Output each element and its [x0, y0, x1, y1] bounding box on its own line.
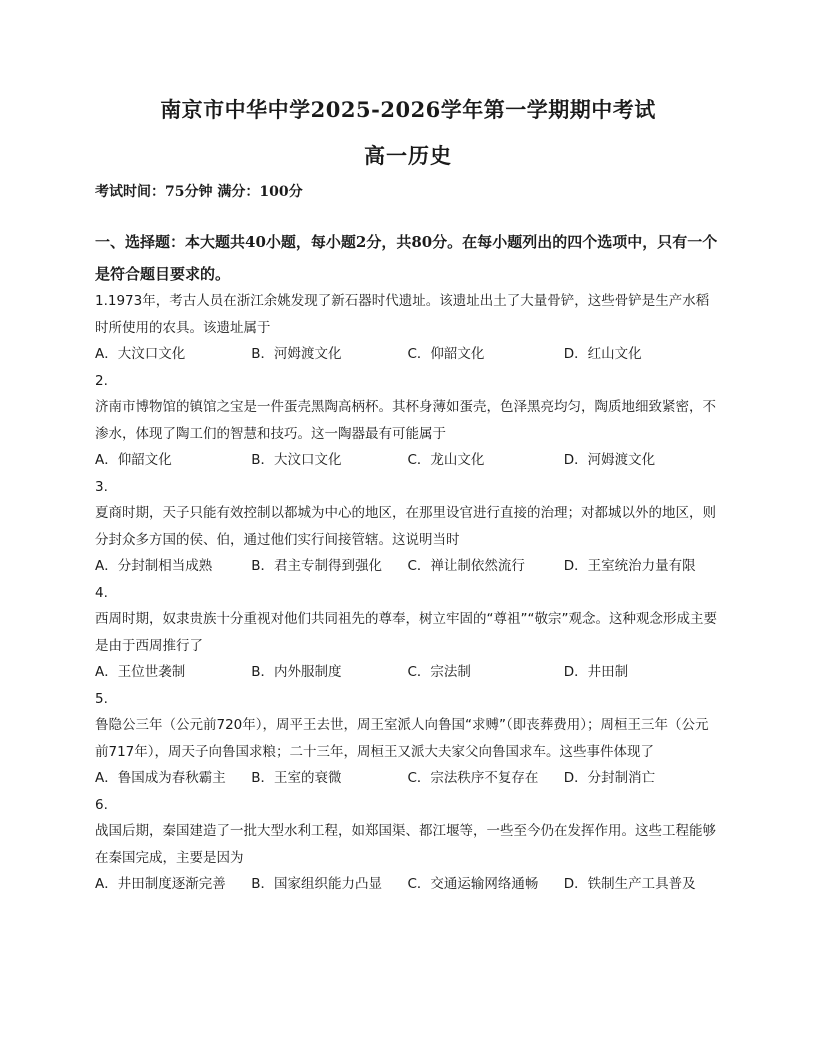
option-d: D．河姆渡文化	[563, 452, 656, 468]
option-a: A．仰韶文化	[95, 452, 172, 468]
option-a: A．大汶口文化	[95, 346, 186, 362]
option-b: B．大汶口文化	[251, 452, 342, 468]
question-5	[95, 686, 720, 792]
option-a: A．分封制相当成熟	[95, 558, 213, 574]
option-b: B．王室的衰微	[251, 770, 342, 786]
option-c: C．龙山文化	[407, 452, 485, 468]
option-c: C．仰韶文化	[407, 346, 485, 362]
question-1	[95, 288, 720, 368]
option-c: C．宗法制	[407, 664, 471, 680]
option-d: D．王室统治力量有限	[563, 558, 696, 574]
option-c: C．交通运输网络通畅	[407, 876, 539, 892]
question-text: 1.1973年，考古人员在浙江余姚发现了新石器时代遗址。该遗址出土了大量骨铲，这些骨铲是生产水稻时所使用的农具。该遗址属于	[95, 293, 710, 336]
question-text: 鲁隐公三年（公元前720年），周平王去世，周王室派人向鲁国“求赙”（即丧葬费用）；周桓王三年（公元前717年），周天子向鲁国求粮；二十三年，周桓王又派大夫家父向鲁国求车。这些事件体现了	[95, 717, 709, 760]
option-a: A．井田制度逐渐完善	[95, 876, 226, 892]
question-4	[95, 580, 720, 686]
question-2	[95, 368, 720, 474]
option-a: A．王位世袭制	[95, 664, 186, 680]
question-number: 5.	[95, 690, 108, 707]
option-c: C．禅让制依然流行	[407, 558, 525, 574]
option-b: B．内外服制度	[251, 664, 342, 680]
option-b: B．国家组织能力凸显	[251, 876, 383, 892]
question-text: 济南市博物馆的镇馆之宝是一件蛋壳黑陶高柄杯。其杯身薄如蛋壳，色泽黑亮均匀，陶质地细致紧密，不渗水，体现了陶工们的智慧和技巧。这一陶器最有可能属于	[95, 399, 716, 442]
exam-subject: 高一历史	[364, 143, 452, 168]
option-d: D．井田制	[563, 664, 629, 680]
section-heading: 一、选择题：本大题共40小题，每小题2分，共80分。在每小题列出的四个选项中，只有一个是符合题目要求的。	[95, 233, 718, 283]
option-c: C．宗法秩序不复存在	[407, 770, 539, 786]
option-d: D．铁制生产工具普及	[563, 876, 696, 892]
question-options	[95, 447, 720, 474]
question-text: 战国后期，秦国建造了一批大型水利工程，如郑国渠、都江堰等，一些至今仍在发挥作用。这些工程能够在秦国完成，主要是因为	[95, 823, 716, 866]
option-b: B．河姆渡文化	[251, 346, 342, 362]
question-options	[95, 659, 720, 686]
option-d: D．红山文化	[563, 346, 642, 362]
question-3	[95, 474, 720, 580]
question-number: 3.	[95, 478, 108, 495]
option-b: B．君主专制得到强化	[251, 558, 383, 574]
question-6	[95, 792, 720, 898]
question-number: 4.	[95, 584, 108, 601]
question-text: 夏商时期，天子只能有效控制以都城为中心的地区，在那里设官进行直接的治理；对都城以外的地区，则分封众多方国的侯、伯，通过他们实行间接管辖。这说明当时	[95, 505, 716, 548]
exam-meta: 考试时间：75分钟 满分：100分	[95, 184, 303, 200]
question-list	[95, 288, 720, 898]
exam-title: 南京市中华中学2025-2026学年第一学期期中考试	[160, 97, 656, 122]
question-options	[95, 341, 720, 368]
option-a: A．鲁国成为春秋霸主	[95, 770, 226, 786]
question-options	[95, 553, 720, 580]
question-options	[95, 871, 720, 898]
question-number: 6.	[95, 796, 108, 813]
question-options	[95, 765, 720, 792]
option-d: D．分封制消亡	[563, 770, 656, 786]
question-number: 2.	[95, 372, 108, 389]
question-text: 西周时期，奴隶贵族十分重视对他们共同祖先的尊奉，树立牢固的“尊祖”“敬宗”观念。这种观念形成主要是由于西周推行了	[95, 611, 717, 654]
